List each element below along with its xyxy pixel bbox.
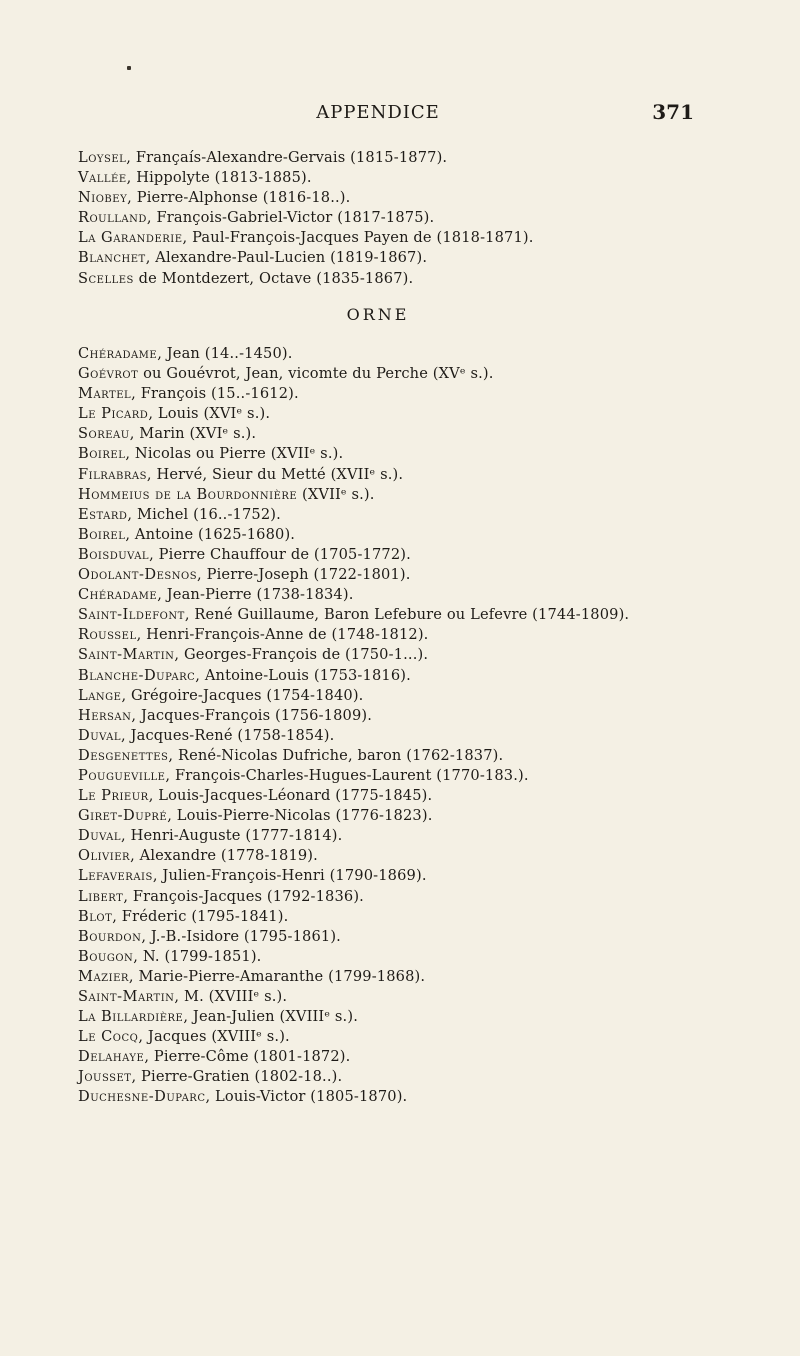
print-mark	[127, 66, 131, 70]
entry-details: , Antoine-Louis (1753-1816).	[195, 666, 411, 684]
entry-details: , Pierre-Côme (1801-1872).	[144, 1048, 351, 1066]
list-item	[78, 1007, 793, 1027]
entry-list-orne	[78, 344, 793, 1108]
entry-details: , Marie-Pierre-Amaranthe (1799-1868).	[128, 967, 426, 985]
list-item	[78, 806, 793, 826]
entry-details: , J.-B.-Isidore (1795-1861).	[141, 927, 341, 945]
section-heading: ORNE	[346, 305, 410, 324]
entry-surname: Desgenettes	[78, 746, 169, 764]
list-item	[78, 505, 793, 525]
entry-surname: Le Cocq	[78, 1028, 139, 1046]
entry-surname: Saint-Ildefont	[78, 606, 185, 624]
entry-details: , Henri-François-Anne de (1748-1812).	[136, 626, 429, 644]
list-item	[78, 565, 793, 585]
entry-surname: Boisduval	[78, 545, 150, 563]
entry-details: , Pierre-Gratien (1802-18..).	[131, 1068, 343, 1086]
running-head: APPENDICE	[316, 102, 440, 123]
list-item	[78, 947, 793, 967]
entry-details: , Grégoire-Jacques (1754-1840).	[121, 686, 364, 704]
entry-details: , Jean-Julien (XVIIIᵉ s.).	[183, 1008, 358, 1026]
entry-surname: Le Prieur	[78, 787, 149, 805]
entry-details: , Jacques-François (1756-1809).	[131, 706, 373, 724]
entry-surname: Soreau	[78, 425, 130, 443]
entry-surname: Chéradame	[78, 345, 158, 362]
entry-details: de Montdezert, Octave (1835-1867).	[133, 269, 414, 287]
entry-surname: Lange	[78, 686, 122, 704]
list-item	[78, 364, 793, 384]
entry-details: , Jacques-René (1758-1854).	[121, 726, 335, 744]
entry-surname: Hersan	[78, 706, 132, 724]
entry-surname: Boirel	[78, 525, 126, 543]
entry-details: , François-Charles-Hugues-Laurent (1770-183.).	[165, 766, 529, 784]
list-item	[78, 987, 793, 1007]
list-item	[78, 1087, 793, 1107]
entry-details: , M. (XVIIIᵉ s.).	[174, 988, 288, 1005]
entry-surname: Vallée	[78, 169, 127, 187]
entry-surname: Libert	[78, 887, 124, 905]
entry-details: , Hippolyte (1813-1885).	[126, 169, 312, 187]
entry-surname: La Billardière	[78, 1008, 184, 1026]
entry-details: , François-Gabriel-Victor (1817-1875).	[146, 209, 435, 227]
entry-surname: Pougueville	[78, 766, 166, 784]
entry-surname: Delahaye	[78, 1048, 145, 1066]
list-item	[78, 645, 793, 665]
list-item	[78, 269, 788, 289]
entry-surname: Blanche-Duparc	[78, 666, 196, 684]
entry-surname: Roussel	[78, 626, 137, 644]
entry-details: ou Gouévrot, Jean, vicomte du Perche (XVᵉ s.).	[138, 365, 494, 383]
entry-details: , Jean (14..-1450).	[157, 345, 293, 362]
entry-details: , Alexandre-Paul-Lucien (1819-1867).	[145, 249, 428, 267]
entry-details: , Alexandre (1778-1819).	[130, 847, 318, 865]
list-item	[78, 525, 793, 545]
entry-details: , Nicolas ou Pierre (XVIIᵉ s.).	[125, 445, 344, 463]
entry-surname: Roulland	[78, 209, 147, 227]
list-item	[78, 907, 793, 927]
entry-list-top	[78, 148, 788, 289]
list-item	[78, 344, 793, 364]
entry-details: , René-Nicolas Dufriche, baron (1762-1837).	[168, 746, 504, 764]
entry-surname: Hommeius de la Bourdonnière	[78, 485, 298, 503]
list-item	[78, 545, 793, 565]
entry-surname: Blanchet	[78, 249, 146, 267]
entry-surname: Mazier	[78, 967, 129, 985]
list-item	[78, 625, 793, 645]
entry-details: (XVIIᵉ s.).	[297, 485, 375, 503]
entry-details: , Pierre-Alphonse (1816-18..).	[127, 189, 351, 207]
list-item	[78, 188, 788, 208]
entry-surname: Lefaverais	[78, 867, 153, 885]
entry-surname: Scelles	[78, 269, 134, 287]
list-item	[78, 208, 788, 228]
list-item	[78, 666, 793, 686]
list-item	[78, 927, 793, 947]
list-item	[78, 404, 793, 424]
entry-surname: Bougon	[78, 947, 134, 965]
list-item	[78, 168, 788, 188]
list-item	[78, 424, 793, 444]
list-item	[78, 485, 793, 505]
entry-details: , Georges-François de (1750-1...).	[174, 646, 429, 664]
list-item	[78, 465, 793, 485]
entry-details: , Michel (16..-1752).	[127, 505, 281, 523]
list-item	[78, 786, 793, 806]
entry-surname: Le Picard	[78, 405, 149, 423]
entry-surname: Estard	[78, 505, 128, 523]
list-item	[78, 846, 793, 866]
entry-surname: Martel	[78, 385, 132, 403]
entry-surname: Saint-Martin	[78, 988, 175, 1005]
entry-surname: Niobey	[78, 189, 128, 207]
entry-details: , Louis (XVIᵉ s.).	[148, 405, 271, 423]
page-number: 371	[652, 100, 694, 124]
entry-details: , N. (1799-1851).	[133, 947, 262, 965]
entry-surname: Chéradame	[78, 586, 158, 604]
entry-surname: Giret-Dupré	[78, 807, 168, 825]
entry-surname: Odolant-Desnos	[78, 566, 198, 584]
entry-surname: Filrabras	[78, 465, 147, 483]
list-item	[78, 686, 793, 706]
entry-details: , Françaís-Alexandre-Gervais (1815-1877).	[126, 149, 448, 166]
entry-surname: Blot	[78, 907, 113, 925]
list-item	[78, 585, 793, 605]
list-item	[78, 887, 793, 907]
entry-surname: Olivier	[78, 847, 131, 865]
entry-surname: Jousset	[78, 1068, 132, 1086]
entry-surname: Goévrot	[78, 365, 139, 383]
entry-surname: Duchesne-Duparc	[78, 1088, 206, 1106]
entry-details: , Julien-François-Henri (1790-1869).	[152, 867, 427, 885]
list-item	[78, 605, 793, 625]
list-item	[78, 1027, 793, 1047]
entry-details: , Hervé, Sieur du Metté (XVIIᵉ s.).	[146, 465, 404, 483]
list-item	[78, 967, 793, 987]
entry-surname: Boirel	[78, 445, 126, 463]
list-item	[78, 866, 793, 886]
list-item	[78, 248, 788, 268]
entry-details: , François (15..-1612).	[131, 385, 299, 403]
entry-details: , Pierre-Joseph (1722-1801).	[197, 566, 411, 584]
entry-details: , Antoine (1625-1680).	[125, 525, 296, 543]
entry-details: , François-Jacques (1792-1836).	[123, 887, 364, 905]
list-item	[78, 826, 793, 846]
entry-details: , Henri-Auguste (1777-1814).	[121, 827, 343, 845]
list-item	[78, 228, 788, 248]
list-item	[78, 1047, 793, 1067]
entry-details: , Jean-Pierre (1738-1834).	[157, 586, 354, 604]
entry-details: , Paul-François-Jacques Payen de (1818-1871).	[182, 229, 534, 247]
entry-surname: La Garanderie	[78, 229, 183, 247]
entry-details: , Louis-Pierre-Nicolas (1776-1823).	[167, 807, 433, 825]
list-item	[78, 444, 793, 464]
entry-details: , René Guillaume, Baron Lefebure ou Lefevre (1744-1809).	[184, 606, 630, 624]
entry-details: , Marin (XVIᵉ s.).	[129, 425, 257, 443]
entry-surname: Duval	[78, 827, 122, 845]
entry-details: , Louis-Jacques-Léonard (1775-1845).	[148, 787, 433, 805]
list-item	[78, 384, 793, 404]
entry-details: , Jacques (XVIIIᵉ s.).	[138, 1028, 290, 1046]
list-item	[78, 746, 793, 766]
entry-surname: Bourdon	[78, 927, 142, 945]
entry-surname: Duval	[78, 726, 122, 744]
list-item	[78, 1067, 793, 1087]
list-item	[78, 726, 793, 746]
list-item	[78, 766, 793, 786]
entry-surname: Saint-Martin	[78, 646, 175, 664]
entry-details: , Pierre Chauffour de (1705-1772).	[149, 545, 411, 563]
entry-surname: Loysel	[78, 149, 127, 166]
list-item	[78, 706, 793, 726]
entry-details: , Fréderic (1795-1841).	[112, 907, 289, 925]
list-item	[78, 148, 788, 168]
page-header	[78, 100, 694, 126]
entry-details: , Louis-Victor (1805-1870).	[205, 1088, 408, 1106]
